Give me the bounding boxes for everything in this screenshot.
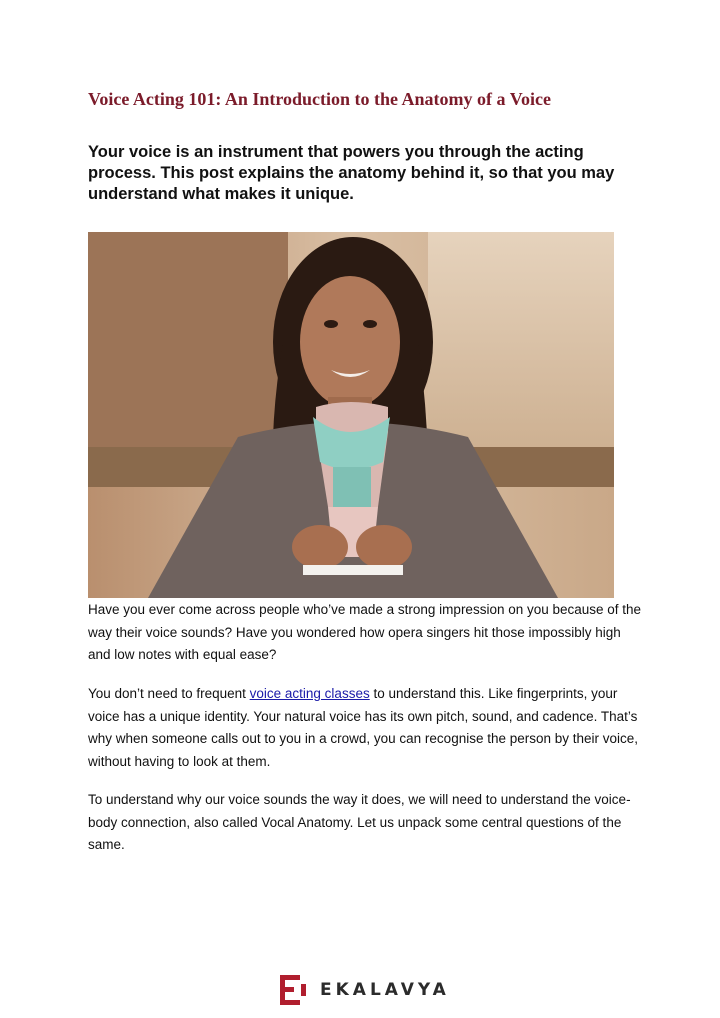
- hero-photo: [88, 232, 614, 598]
- article-subtitle: Your voice is an instrument that powers you through the acting process. This post explains the anatomy behind it, so that you may understand what makes it unique.: [88, 143, 615, 203]
- voice-acting-classes-link[interactable]: voice acting classes: [249, 686, 370, 701]
- ekalavya-logo-icon: [280, 975, 306, 1005]
- paragraph-text-before-link: You don’t need to frequent: [88, 686, 250, 701]
- brand-name: EKALAVYA: [320, 980, 450, 1000]
- footer-logo: [280, 973, 450, 1007]
- paragraph-intro: Have you ever come across people who’ve made a strong impression on you because of the way their voice sounds? Have you wondered how opera singers hit those impossibly high and low notes with equal ease?: [88, 602, 642, 662]
- article-title: Voice Acting 101: An Introduction to the Anatomy of a Voice: [88, 89, 552, 109]
- paragraph-vocal-anatomy: To understand why our voice sounds the way it does, we will need to understand the voice-body connection, also called Vocal Anatomy. Let us unpack some central questions of the same.: [88, 792, 631, 852]
- paragraph-voice-identity: [88, 683, 644, 773]
- paragraph-text-after-link: to understand this. Like fingerprints, your voice has a unique identity. Your natural voice has its own pitch, sound, and cadence. That’s why when someone calls out to you in a crowd, you can recognise the person by their voice, without having to look at them.: [88, 686, 639, 769]
